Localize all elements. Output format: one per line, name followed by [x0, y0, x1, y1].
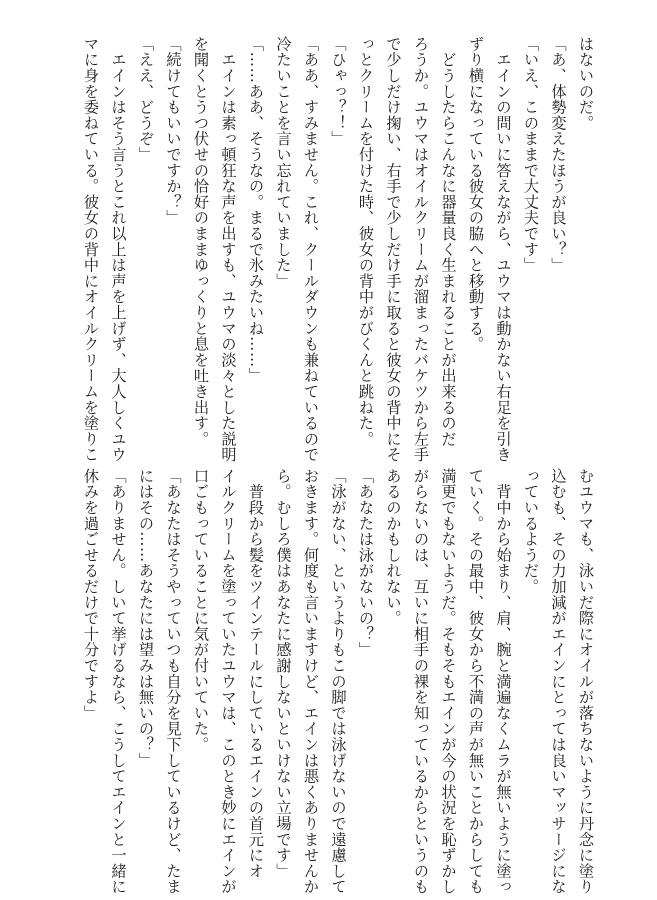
text-line: 「あなたはそうやっていつも自分を見下しているけど、たま: [164, 468, 183, 895]
text-line: 普段から髪をツインテールにしているエインの首元にオ: [247, 468, 265, 879]
text-line: ろうか。ユウマはオイルクリームが溜まったバケツから左手: [412, 36, 430, 463]
text-line: にはその……あなたには望みは無いの？」: [137, 468, 155, 769]
text-line: がらないのは、互いに相手の裸を知っているからというのも: [412, 468, 430, 895]
text-line: 「泳がない、というよりもこの脚では泳げないので遠慮して: [329, 468, 348, 895]
text-line: あるのかもしれない。: [384, 468, 403, 626]
text-line: 「ああ、すみません。これ、クールダウンも兼ねているので: [302, 36, 320, 463]
text-line: エインは素っ頓狂な声を出すも、ユウマの淡々とした説明: [219, 36, 238, 463]
text-line: ていく。その最中、彼女から不満の声が無いことからしても: [467, 468, 485, 895]
text-line: エインはそう言うとこれ以上は声を上げず、大人しくユウ: [109, 36, 128, 463]
text-line: マに身を委ねている。彼女の背中にオイルクリームを塗りこ: [82, 36, 100, 463]
text-line: はないのだ。: [577, 36, 595, 131]
text-line: 「あ、体勢変えたほうが良い？」: [549, 36, 568, 273]
text-line: 「ありません。しいて挙げるなら、こうしてエインと一緒に: [109, 468, 128, 895]
text-line: おきます。何度も言いますけど、エインは悪くありませんか: [302, 468, 320, 895]
text-line: どうしたらこんなに器量良く生まれることが出来るのだ: [439, 36, 458, 447]
text-line: エインの問いに答えながら、ユウマは動かない右足を引き: [494, 36, 513, 463]
text-line: 「……ああ、そうなの。まるで氷みたいね……」: [247, 36, 265, 384]
text-line: 込むも、その力加減がエインにとっては良いマッサージにな: [549, 468, 568, 895]
text-line: ずり横になっている彼女の脇へと移動する。: [467, 36, 485, 352]
text-line: を聞くとうつ伏せの恰好のままゆっくりと息を吐き出す。: [192, 36, 210, 447]
text-line: 休みを過ごせるだけで十分ですよ」: [82, 468, 100, 721]
text-line: っとクリームを付けた時、彼女の背中がびくんと跳ねた。: [357, 36, 375, 447]
text-line: 冷たいことを言い忘れていました」: [274, 36, 293, 289]
text-line: 満更でもないようだ。そもそもエインが今の状況を恥ずかし: [439, 468, 458, 895]
text-line: イルクリームを塗っていたユウマは、このとき妙にエインが: [219, 468, 238, 895]
text-line: 背中から始まり、肩、腕と満遍なくムラが無いように塗っ: [494, 468, 513, 895]
text-line: むユウマも、泳いだ際にオイルが落ちないように丹念に塗り: [577, 468, 595, 895]
text-line: 「続けてもいいですか？」: [164, 36, 183, 226]
text-line: 「ひゃっ？！」: [329, 36, 348, 147]
text-line: 口ごもっていることに気が付いていた。: [192, 468, 210, 753]
text-line: ら。むしろ僕はあなたに感謝しないといけない立場です」: [274, 468, 293, 879]
text-line: 「あなたは泳がないの？」: [357, 468, 375, 658]
text-line: 「いえ、このままで大丈夫です」: [522, 36, 540, 273]
lower-text-block: [77, 468, 600, 895]
text-line: 「ええ、どうぞ」: [137, 36, 155, 163]
text-line: っているようだ。: [522, 468, 540, 595]
upper-text-block: [77, 36, 600, 463]
text-line: で少しだけ掬い、右手で少しだけ手に取ると彼女の背中にそ: [384, 36, 403, 463]
